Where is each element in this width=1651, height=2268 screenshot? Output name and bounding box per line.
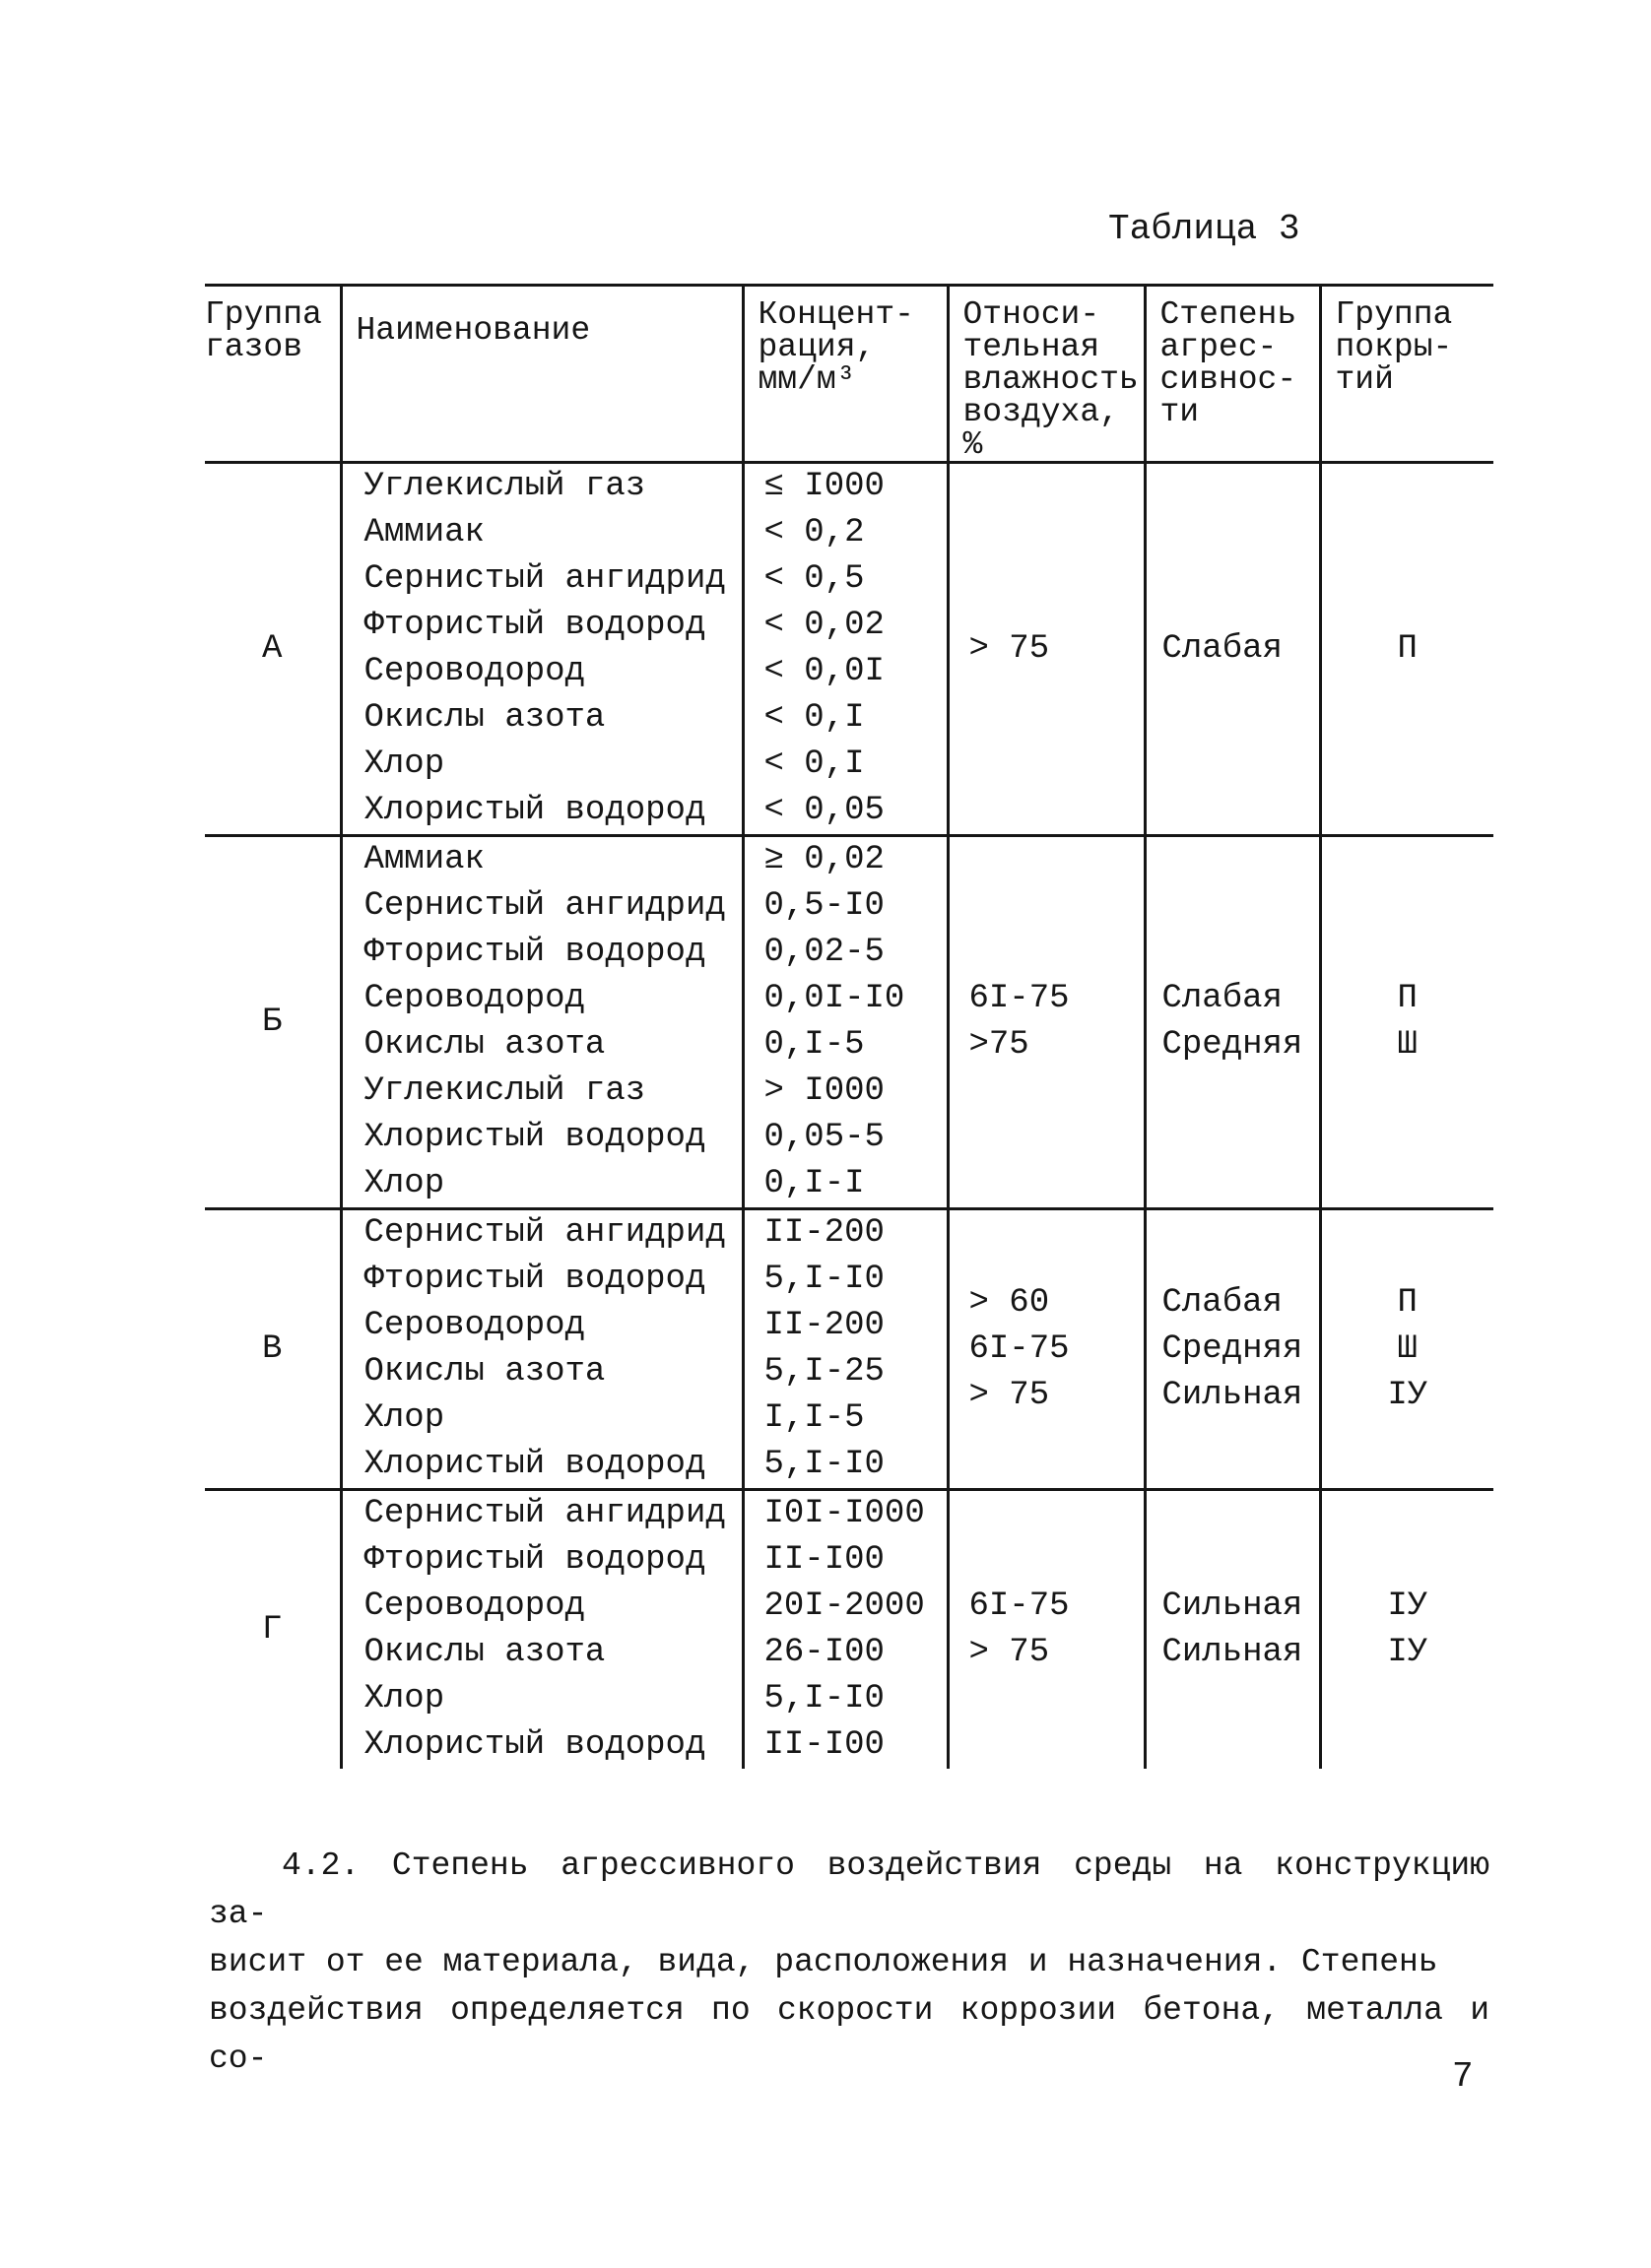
degree-value: Сильная xyxy=(1161,1634,1303,1671)
concentration-value: 0,0I-I0 xyxy=(763,980,905,1017)
header-name: Наименование xyxy=(356,312,591,349)
concentration-value: I0I-I000 xyxy=(763,1495,925,1532)
coverage-value: IУ xyxy=(1387,1376,1428,1414)
concentration-value: 5,I-I0 xyxy=(763,1446,885,1483)
header-concentration: Концент- рация, мм/м³ xyxy=(758,296,914,398)
coverage-value: IУ xyxy=(1387,1634,1428,1671)
coverage-cell xyxy=(1320,463,1493,836)
header-coverage: Группа покры- тий xyxy=(1335,296,1453,398)
header-group: Группа газов xyxy=(205,296,322,365)
concentrations-cell xyxy=(743,463,948,836)
table-group-row xyxy=(205,836,1493,1209)
degree-value: Сильная xyxy=(1161,1376,1303,1414)
degree-cell xyxy=(1145,1209,1320,1490)
gas-name: Окислы азота xyxy=(363,699,606,737)
degree-value: Слабая xyxy=(1161,980,1283,1017)
gas-name: Сероводород xyxy=(363,653,585,690)
concentration-value: I,I-5 xyxy=(763,1399,865,1437)
concentrations-cell xyxy=(743,1490,948,1770)
header-humidity: Относи- тельная влажность воздуха, % xyxy=(962,296,1139,463)
table-header-row xyxy=(205,286,1493,463)
gas-name: Окислы азота xyxy=(363,1026,606,1064)
concentration-value: < 0,2 xyxy=(763,514,865,551)
concentration-value: II-200 xyxy=(763,1307,885,1344)
concentrations-cell xyxy=(743,836,948,1209)
humidity-value: 6I-75 xyxy=(968,980,1070,1017)
humidity-cell xyxy=(948,463,1145,836)
coverage-value: П xyxy=(1397,629,1418,668)
gas-name: Аммиак xyxy=(363,841,485,878)
concentration-value: 0,I-I xyxy=(763,1165,865,1202)
humidity-value: > 75 xyxy=(968,1376,1050,1414)
degree-value: Слабая xyxy=(1161,629,1283,668)
table-group-row xyxy=(205,1490,1493,1770)
gas-name: Сероводород xyxy=(363,1588,585,1625)
gas-name: Сернистый ангидрид xyxy=(363,1214,726,1252)
gas-name: Хлор xyxy=(363,1165,445,1202)
coverage-value: Ш xyxy=(1397,1329,1418,1368)
table-group-row xyxy=(205,1209,1493,1490)
concentration-value: < 0,0I xyxy=(763,653,885,690)
degree-value: Сильная xyxy=(1161,1588,1303,1625)
group-letter-cell xyxy=(205,836,341,1209)
gas-name: Фтористый водород xyxy=(363,1541,706,1579)
concentration-value: 0,5-I0 xyxy=(763,887,885,925)
gas-name: Хлор xyxy=(363,1399,445,1437)
gas-name: Сернистый ангидрид xyxy=(363,887,726,925)
concentration-value: < 0,I xyxy=(763,745,865,783)
concentration-value: > I000 xyxy=(763,1072,885,1110)
concentration-value: 5,I-I0 xyxy=(763,1680,885,1717)
concentration-value: ≤ I000 xyxy=(763,468,885,505)
degree-value: Слабая xyxy=(1161,1283,1283,1322)
degree-cell xyxy=(1145,1490,1320,1770)
degree-value: Средняя xyxy=(1161,1329,1303,1368)
header-degree: Степень агрес- сивнос- ти xyxy=(1159,296,1297,430)
humidity-cell xyxy=(948,1209,1145,1490)
header-group-cell xyxy=(205,286,341,463)
concentration-value: 0,I-5 xyxy=(763,1026,865,1064)
concentration-value: < 0,5 xyxy=(763,560,865,598)
gas-aggressiveness-table xyxy=(205,284,1493,1769)
gas-name: Хлористый водород xyxy=(363,1446,706,1483)
humidity-value: > 60 xyxy=(968,1283,1050,1322)
concentration-value: II-I00 xyxy=(763,1726,885,1764)
header-name-cell xyxy=(341,286,743,463)
coverage-value: П xyxy=(1397,980,1418,1017)
humidity-value: 6I-75 xyxy=(968,1329,1070,1368)
humidity-cell xyxy=(948,1490,1145,1770)
gas-name: Сернистый ангидрид xyxy=(363,1495,726,1532)
header-degree-cell xyxy=(1145,286,1320,463)
group-letter-cell xyxy=(205,1490,341,1770)
group-letter-cell xyxy=(205,463,341,836)
gas-name: Фтористый водород xyxy=(363,934,706,971)
header-coverage-cell xyxy=(1320,286,1493,463)
gas-name: Сернистый ангидрид xyxy=(363,560,726,598)
paragraph-line: 4.2. Степень агрессивного воздействия среды на конструкцию за- xyxy=(209,1847,1489,1932)
concentration-value: 26-I00 xyxy=(763,1634,885,1671)
table-title: Таблица 3 xyxy=(1108,209,1300,249)
humidity-value: 6I-75 xyxy=(968,1588,1070,1625)
concentration-value: < 0,02 xyxy=(763,607,885,644)
coverage-cell xyxy=(1320,836,1493,1209)
concentration-value: II-200 xyxy=(763,1214,885,1252)
group-letter-cell xyxy=(205,1209,341,1490)
gas-name: Хлор xyxy=(363,745,445,783)
page-number: 7 xyxy=(1452,2056,1474,2097)
gas-name: Сероводород xyxy=(363,1307,585,1344)
degree-cell xyxy=(1145,836,1320,1209)
group-letter: Г xyxy=(262,1611,283,1649)
coverage-value: П xyxy=(1397,1283,1418,1322)
body-paragraph xyxy=(209,1842,1489,2083)
concentration-value: 0,02-5 xyxy=(763,934,885,971)
concentration-value: < 0,05 xyxy=(763,792,885,829)
coverage-cell xyxy=(1320,1490,1493,1770)
group-letter: Б xyxy=(262,1004,283,1041)
gas-name: Сероводород xyxy=(363,980,585,1017)
paragraph-line: воздействия определяется по скорости коррозии бетона, металла и со- xyxy=(209,1992,1489,2077)
gas-name: Хлористый водород xyxy=(363,1726,706,1764)
group-letter: В xyxy=(262,1330,283,1368)
gas-name: Углекислый газ xyxy=(363,468,646,505)
concentration-value: 20I-2000 xyxy=(763,1588,925,1625)
gas-name: Фтористый водород xyxy=(363,607,706,644)
paragraph-line: висит от ее материала, вида, расположения и назначения. Степень xyxy=(209,1944,1438,1980)
group-letter: А xyxy=(262,630,283,668)
gas-name: Окислы азота xyxy=(363,1634,606,1671)
concentration-value: 5,I-I0 xyxy=(763,1261,885,1298)
humidity-value: >75 xyxy=(968,1026,1029,1064)
gas-name: Фтористый водород xyxy=(363,1261,706,1298)
humidity-value: > 75 xyxy=(968,629,1050,668)
coverage-cell xyxy=(1320,1209,1493,1490)
header-concentration-cell xyxy=(743,286,948,463)
humidity-cell xyxy=(948,836,1145,1209)
coverage-value: IУ xyxy=(1387,1588,1428,1625)
gas-names-cell xyxy=(341,1490,743,1770)
degree-cell xyxy=(1145,463,1320,836)
concentration-value: II-I00 xyxy=(763,1541,885,1579)
concentrations-cell xyxy=(743,1209,948,1490)
degree-value: Средняя xyxy=(1161,1026,1303,1064)
gas-name: Хлор xyxy=(363,1680,445,1717)
gas-names-cell xyxy=(341,836,743,1209)
gas-name: Углекислый газ xyxy=(363,1072,646,1110)
concentration-value: < 0,I xyxy=(763,699,865,737)
gas-name: Хлористый водород xyxy=(363,792,706,829)
concentration-value: 0,05-5 xyxy=(763,1119,885,1156)
header-humidity-cell xyxy=(948,286,1145,463)
gas-name: Окислы азота xyxy=(363,1353,606,1391)
coverage-value: Ш xyxy=(1397,1026,1418,1064)
humidity-value: > 75 xyxy=(968,1634,1050,1671)
gas-name: Хлористый водород xyxy=(363,1119,706,1156)
concentration-value: ≥ 0,02 xyxy=(763,841,885,878)
gas-names-cell xyxy=(341,1209,743,1490)
table-group-row xyxy=(205,463,1493,836)
gas-names-cell xyxy=(341,463,743,836)
gas-name: Аммиак xyxy=(363,514,485,551)
concentration-value: 5,I-25 xyxy=(763,1353,885,1391)
